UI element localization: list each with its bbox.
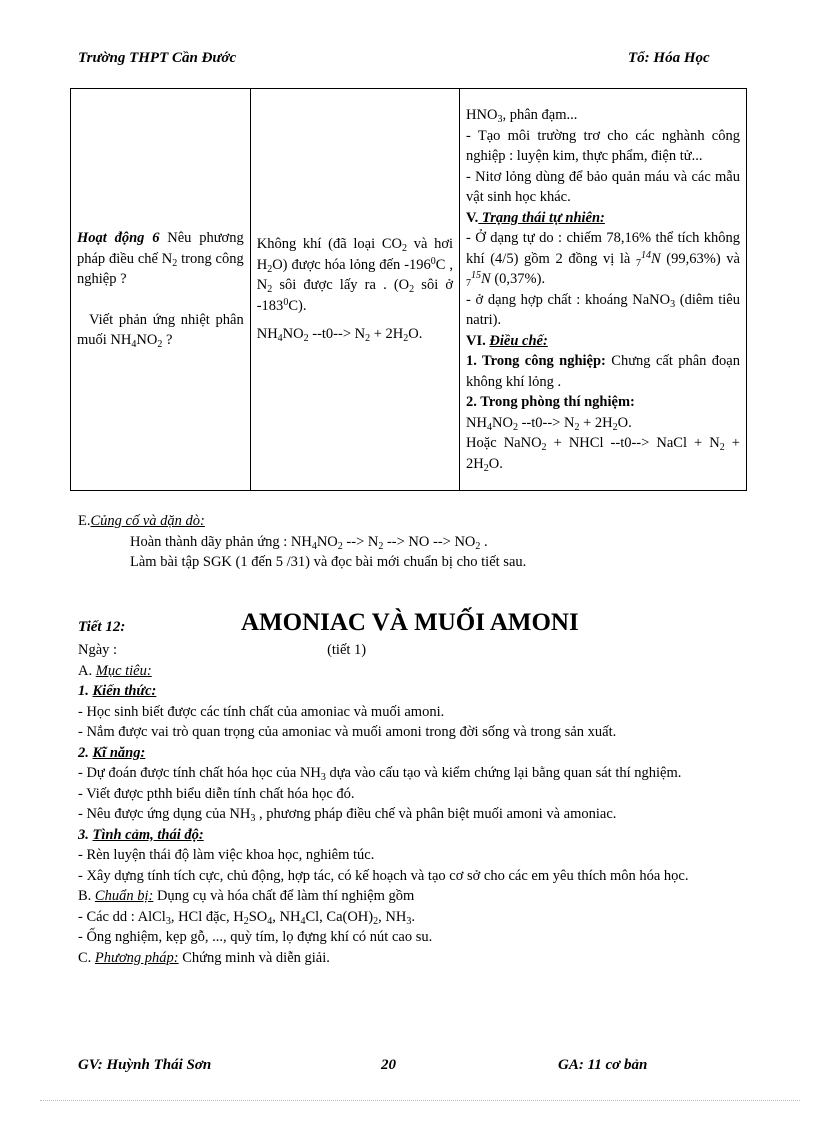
lesson-body: Ngày : (tiết 1) A. Mục tiêu: 1. Kiến thức: - Học sinh biết được các tính chất của amoniac và muối amoni. - Nắm được vai trò quan trọng của amoniac và muối amoni trong đời sống và trong sản xuất. 2. Kĩ năng: - Dự đoán được tính chất hóa học của $NH_3$ dựa vào cấu tạo và kiểm chứng lại bằng quan sát thí nghiệm. - Viết được pthh biểu diễn tính chất hóa học đó. - Nêu được ứng dụng của $NH_3$ , phương pháp điều chế và phân biệt muối amoni và amoniac. 3. Tình cảm, thái độ: - Rèn luyện thái độ làm việc khoa học, nghiêm túc. - Xây dựng tính tích cực, chủ động, hợp tác, có kế hoạch và tạo cơ sở cho các em yêu thích môn hóa học. B. Chuẩn bị: Dụng cụ và hóa chất để làm thí nghiệm gồm - Các dd : AlCl$_3$, HCl đặc, $H_2SO_4$, $NH_4Cl$, $Ca(OH)_2$, $NH_3$. - Ống nghiệm, kẹp gỗ, ..., quỳ tím, lọ đựng khí có nút cao su. C. Phương pháp: Chứng minh và diễn giải. [78,642,689,966]
lesson-table [70,88,747,491]
footer-page-number: 20 [381,1057,396,1073]
review-section: E.Củng cố và dặn dò: Hoàn thành dãy phản ứng : $NH_4NO_2$ --> $N_2$ --> NO --> $NO_2$ . Làm bài tập SGK (1 đến 5 /31) và đọc bài mới chuẩn bị cho tiết sau. [78,513,527,570]
footer-teacher: GV: Huỳnh Thái Sơn [78,1057,212,1073]
period-label: Tiết 12: [78,619,126,635]
page-bottom-divider [40,1100,800,1101]
air-liquefaction-text: Không khí (đã loại $CO_2$ và hơi $H_2O$) được hóa lỏng đến $-196^0C$ , $N_2$ sôi được lấy ra . ($O_2$ sôi ở $-183^0C$). [256,236,454,314]
activity-cell: Hoạt động 6 Nêu phương pháp điều chế $N_2$ trong công nghiệp ? Viết phản ứng nhiệt phân muối $NH_4NO_2$ ? [71,89,251,491]
lesson-title: AMONIAC VÀ MUỐI AMONI [241,609,579,636]
section-5-heading: V. Trạng thái tự nhiên: [466,209,605,226]
content-cell: $HNO_3$, phân đạm... - Tạo môi trường trơ cho các nghành công nghiệp : luyện kim, thực phẩm, điện tử... - Nitơ lỏng dùng để bảo quản máu và các mẫu vật sinh học khác. V. Trạng thái tự nhiên: - Ở dạng tự do : chiếm 78,16% thể tích không khí (4/5) gồm 2 đồng vị là $_7^{14}$N (99,63%) và $_7^{15}$N (0,37%). - ở dạng hợp chất : khoáng NaNO$_3$ (diêm tiêu natri). VI. Điều chế: 1. Trong công nghiệp: Chưng cất phân đoạn không khí lỏng . 2. Trong phòng thí nghiệm: $NH_4NO_2$ $--t0--> N_2 + 2H_2O$. Hoặc NaNO$_2$ + NHCl --t0--> NaCl + $N_2 + 2H_2O$. [460,89,747,491]
header-dept: Tổ: Hóa Học [628,50,710,66]
activity-title: Hoạt động 6 [77,230,160,247]
student-cell [250,89,459,491]
section-6-heading: VI. Điều chế: [466,332,548,349]
reaction-text: $NH_4NO_2$ $--t0--> N_2 + 2H_2O$. [256,326,423,345]
header-school: Trường THPT Cần Đước [78,50,237,66]
footer-ga: GA: 11 cơ bản [558,1057,648,1073]
